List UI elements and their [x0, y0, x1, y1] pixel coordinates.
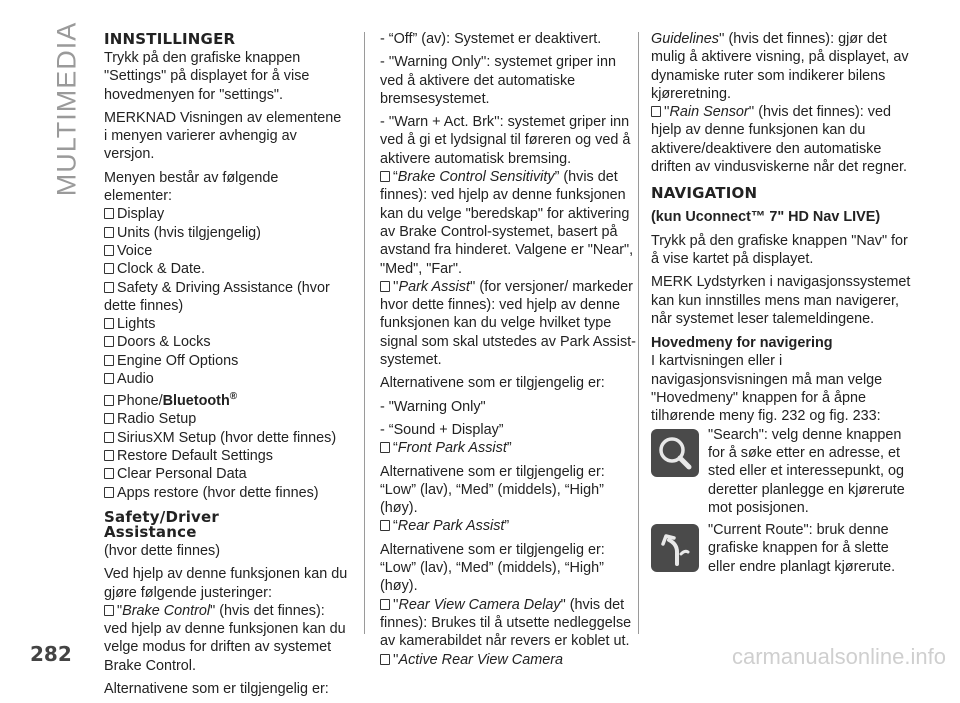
- list-item: Lights: [104, 315, 348, 333]
- checkbox-icon: [104, 336, 114, 347]
- paragraph: Trykk på den grafiske knappen "Settings" på displayet for å vise hovedmenyen for "settings".: [104, 50, 310, 103]
- heading-navigation: NAVIGATION: [651, 184, 758, 203]
- checkbox-icon: [380, 654, 390, 665]
- checkbox-icon: [380, 442, 390, 453]
- paragraph-park-assist: ''Park Assist'' (for versjoner/ markeder hvor dette finnes): ved hjelp av denne funksjonen kan du velge hvilket type signal som skal utstedes av Park Assist-systemet.: [380, 278, 636, 369]
- checkbox-icon: [380, 171, 390, 182]
- paragraph-front-park: “Front Park Assist”: [380, 439, 636, 457]
- column-divider: [638, 32, 639, 634]
- search-item: "Search": velg denne knappen for å søke etter en adresse, et sted eller et interessepunkt, og deretter planlegge en kjørerute mot posisjonen.: [651, 426, 917, 517]
- list-item: SiriusXM Setup (hvor dette finnes): [104, 429, 348, 447]
- checkbox-icon: [104, 227, 114, 238]
- list-item: Voice: [104, 242, 348, 260]
- heading-main-menu: Hovedmeny for navigering: [651, 335, 833, 352]
- checkbox-icon: [104, 318, 114, 329]
- checkbox-icon: [380, 281, 390, 292]
- search-icon: [651, 429, 699, 477]
- heading-subtitle: (kun Uconnect™ 7" HD Nav LIVE): [651, 209, 881, 226]
- column-2: [380, 30, 636, 674]
- list-item: Engine Off Options: [104, 352, 348, 370]
- checkbox-icon: [104, 373, 114, 384]
- checkbox-icon: [104, 487, 114, 498]
- paragraph: Alternativene som er tilgjengelig er:: [380, 375, 605, 392]
- paragraph-sensitivity: “Brake Control Sensitivity” (hvis det finnes): ved hjelp av denne funksjonen kan du velge "beredskap" for aktivering av Brake Control-systemet, basert på avstand fra hinderet. Valgene er "Near", "Med", "Far".: [380, 169, 634, 277]
- checkbox-icon: [104, 395, 114, 406]
- paragraph-active-rear-camera: ''Active Rear View Camera: [380, 651, 636, 669]
- paragraph: Trykk på den grafiske knappen "Nav" for å vise kartet på displayet.: [651, 232, 908, 267]
- heading-safety: Safety/Driver Assistance: [104, 507, 219, 541]
- column-3: [651, 30, 917, 576]
- heading-innstillinger: INNSTILLINGER: [104, 30, 236, 48]
- list-item: Audio: [104, 370, 348, 388]
- paragraph-brake-control: "Brake Control" (hvis det finnes): ved hjelp av denne funksjonen kan du velge modus for driften av systemet Brake Control.: [104, 602, 346, 674]
- paragraph: - “Sound + Display”: [380, 421, 504, 438]
- checkbox-icon: [380, 599, 390, 610]
- list-item: Doors & Locks: [104, 333, 348, 351]
- checkbox-icon: [104, 245, 114, 256]
- current-route-item: "Current Route": bruk denne grafiske knappen for å slette eller endre planlagt kjørerute.: [651, 521, 917, 576]
- list-item: Clock & Date.: [104, 260, 348, 278]
- list-item: Units (hvis tilgjengelig): [104, 224, 348, 242]
- paragraph: MERK Lydstyrken i navigasjonssystemet kan kun innstilles mens man navigerer, når systemet leser talemeldingene.: [651, 274, 911, 327]
- column-1: [104, 30, 348, 703]
- list-item: Restore Default Settings: [104, 447, 348, 465]
- column-divider: [364, 32, 365, 634]
- watermark: carmanualsonline.info: [731, 644, 946, 669]
- paragraph-rear-park: “Rear Park Assist”: [380, 517, 636, 535]
- list-item: Radio Setup: [104, 410, 348, 428]
- list-item: Safety & Driving Assistance (hvor dette finnes): [104, 279, 330, 314]
- paragraph: Alternativene som er tilgjengelig er: “Low” (lav), “Med” (middels), “High” (høy).: [380, 463, 605, 517]
- paragraph-guidelines: Guidelines'' (hvis det finnes): gjør det mulig å aktivere visning, på displayet, av dynamiske ruter som indikerer bilens kjøreretning.: [651, 31, 909, 102]
- checkbox-icon: [104, 282, 114, 293]
- paragraph: Alternativene som er tilgjengelig er: “Low” (lav), “Med” (middels), “High” (høy).: [380, 541, 605, 595]
- checkbox-icon: [104, 605, 114, 616]
- checkbox-icon: [104, 208, 114, 219]
- route-icon: [651, 524, 699, 572]
- list-item: Clear Personal Data: [104, 465, 348, 483]
- paragraph: Alternativene som er tilgjengelig er:: [104, 681, 329, 697]
- paragraph: - ''Warning Only'': systemet griper inn ved å aktivere det automatiske bremsesystemet.: [380, 54, 616, 107]
- checkbox-icon: [104, 263, 114, 274]
- checkbox-icon: [104, 468, 114, 479]
- list-item-phone: Phone/Bluetooth®: [104, 388, 348, 410]
- paragraph-rain-sensor: ''Rain Sensor'' (hvis det finnes): ved hjelp av denne funksjonen kan du aktivere/deaktivere den automatiske driften av vindusviskerne når det regner.: [651, 104, 907, 176]
- checkbox-icon: [104, 413, 114, 424]
- checkbox-icon: [104, 355, 114, 366]
- paragraph: Menyen består av følgende elementer:: [104, 169, 279, 205]
- list-item: Display: [104, 205, 348, 223]
- paragraph: MERKNAD Visningen av elementene i menyen varierer avhengig av versjon.: [104, 109, 342, 163]
- paragraph: - "Warning Only": [380, 398, 486, 415]
- paragraph: - ''Warn + Act. Brk'': systemet griper inn ved å gi et lydsignal til føreren og ved å aktivere automatisk bremsing.: [380, 114, 631, 167]
- checkbox-icon: [104, 432, 114, 443]
- checkbox-icon: [104, 450, 114, 461]
- page-number: 282: [30, 642, 72, 666]
- paragraph: - “Off” (av): Systemet er deaktivert.: [380, 31, 602, 47]
- paragraph: Ved hjelp av denne funksjonen kan du gjøre følgende justeringer:: [104, 566, 348, 601]
- checkbox-icon: [380, 520, 390, 531]
- section-side-label: MULTIMEDIA: [51, 21, 82, 197]
- paragraph-rear-camera-delay: ''Rear View Camera Delay" (hvis det finnes): Brukes til å utsette nedleggelse av kamerabildet når revers er koblet ut.: [380, 596, 632, 650]
- paragraph: I kartvisningen eller i navigasjonsvisningen må man velge "Hovedmeny" knappen for å åpne tilhørende meny fig. 232 og fig. 233:: [651, 353, 883, 425]
- heading-subtitle: (hvor dette finnes): [104, 542, 220, 559]
- list-item: Apps restore (hvor dette finnes): [104, 484, 348, 502]
- checkbox-icon: [651, 106, 661, 117]
